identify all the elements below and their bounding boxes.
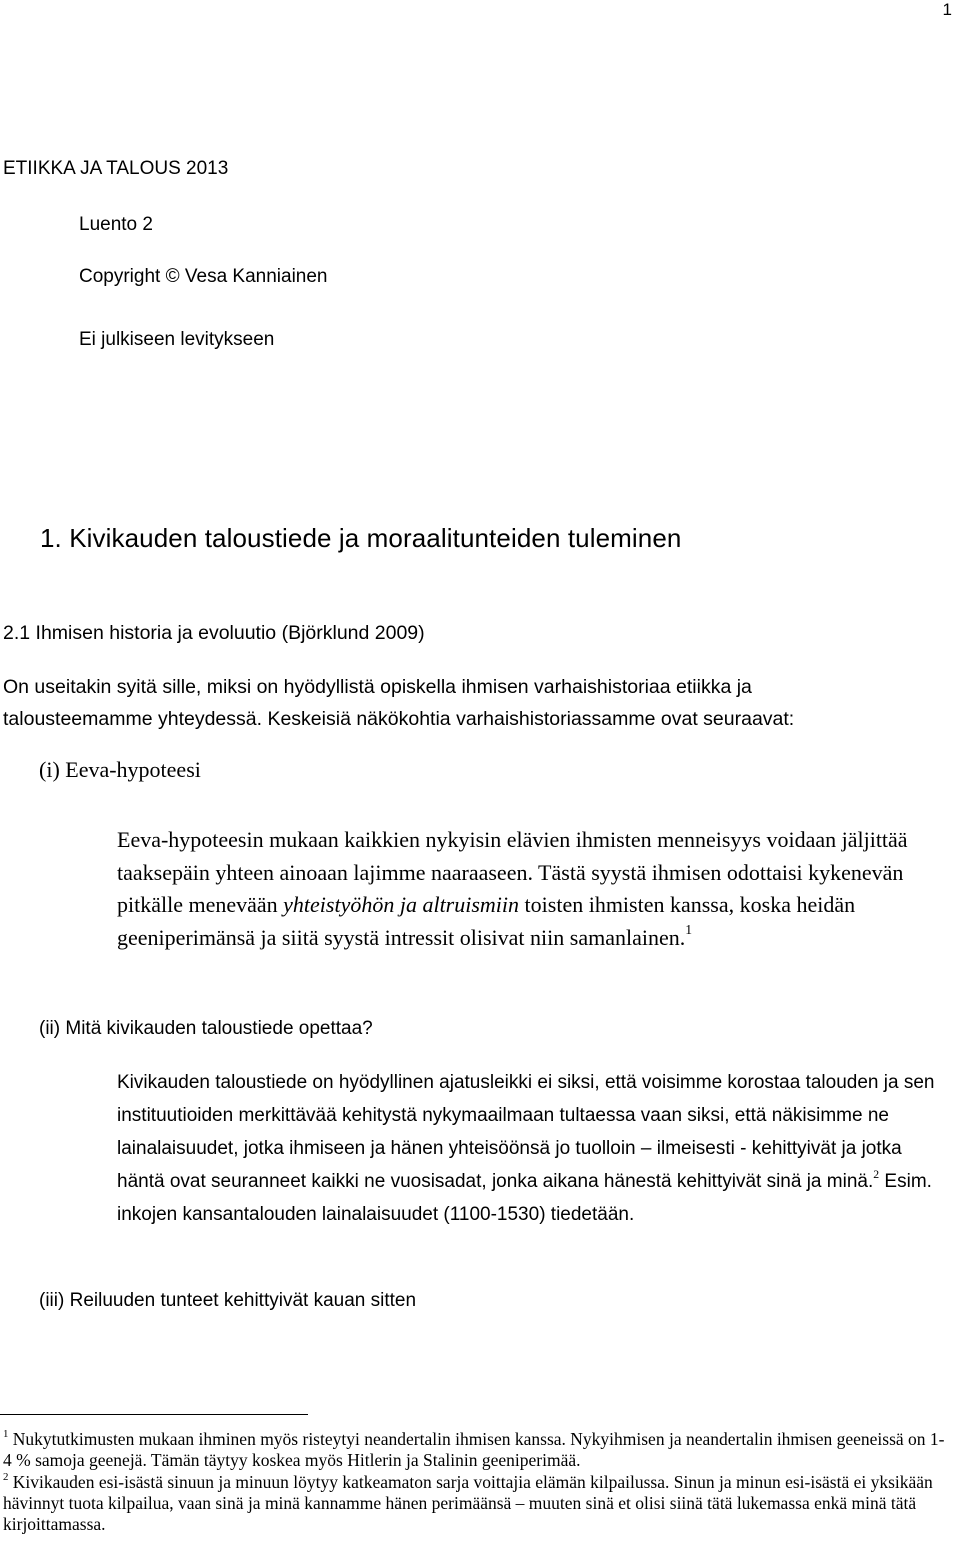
item-i-label: (i) Eeva-hypoteesi [39, 757, 201, 782]
item-ii-text-1: Kivikauden taloustiede on hyödyllinen ajatusleikki ei siksi, että voisimme korostaa talouden ja sen instituutioiden merkittävää kehitystä nykymaailmaan tultaessa vaan siksi, että näkisimme ne lainalaisuudet, jotka ihmiseen ja hänen yhteisöönsä jo tuolloin – ilmeisesti - kehittyivät ja jotka häntä ovat seuranneet kaikki ne vuosisadat, jonka aikana hänestä kehittyivät sinä ja minä. [117, 1072, 935, 1192]
footnote-1-marker: 1 [3, 1427, 9, 1440]
item-iii-label: (iii) Reiluuden tunteet kehittyivät kauan sitten [39, 1290, 417, 1311]
item-ii-label: (ii) Mitä kivikauden taloustiede opettaa? [39, 1018, 373, 1039]
intro-line-2: talousteemamme yhteydessä. Keskeisiä näkökohtia varhaishistoriassamme ovat seuraavat: [3, 708, 795, 730]
copyright-notice: Copyright © Vesa Kanniainen [79, 266, 328, 287]
item-ii-paragraph [117, 1066, 947, 1231]
footnote-ref-1[interactable]: 1 [685, 922, 693, 938]
footnote-2-text: Kivikauden esi-isästä sinuun ja minuun löytyy katkeamaton sarja voittajia elämän kilpailussa. Sinun ja minun esi-isästä ei yksikään hävinnyt tuota kilpailua, vaan sinä ja minä kannamme hänen perimäänsä – muuten sinä et olisi siinä tätä lukemassa enkä minä tätä kirjoittamassa. [3, 1472, 933, 1534]
page-number: 1 [942, 0, 952, 19]
footnote-1 [3, 1429, 953, 1471]
footnote-separator [0, 1414, 308, 1415]
footnote-2-marker: 2 [3, 1470, 9, 1483]
item-i-paragraph [117, 824, 952, 954]
intro-line-1: On useitakin syitä sille, miksi on hyödyllistä opiskella ihmisen varhaishistoriaa etiikka ja [3, 676, 752, 698]
distribution-notice: Ei julkiseen levitykseen [79, 329, 275, 350]
footnote-ref-2[interactable]: 2 [873, 1167, 880, 1181]
item-i-text-1: Eeva-hypoteesin mukaan kaikkien nykyisin elävien ihmisten menneisyys voidaan jäljittää taaksepäin yhteen ainoaan lajimme naaraaseen. Tästä syystä ihmisen odottaisi kykenevän pitkälle menevään [117, 827, 908, 917]
footnote-2 [3, 1472, 953, 1535]
item-i-text-2: toisten ihmisten kanssa, koska heidän geeniperimänsä ja siitä syystä intressit olisivat niin samanlainen. [117, 892, 856, 950]
footnote-1-text: Nukytutkimusten mukaan ihminen myös risteytyi neandertalin ihmisen kanssa. Nykyihmisen ja neandertalin ihmisen geeneissä on 1-4 % samoja geenejä. Tämän täytyy koskea myös Hitlerin ja Stalinin geeniperimää. [3, 1429, 945, 1470]
subsection-heading: 2.1 Ihmisen historia ja evoluutio (Björklund 2009) [3, 622, 425, 644]
item-i-italic: yhteistyöhön ja altruismiin [283, 892, 520, 917]
lecture-label: Luento 2 [79, 214, 153, 235]
course-title: ETIIKKA JA TALOUS 2013 [3, 158, 229, 179]
item-ii-text-2: Esim. inkojen kansantalouden lainalaisuudet (1100-1530) tiedetään. [117, 1171, 932, 1225]
section-heading: 1. Kivikauden taloustiede ja moraalitunteiden tuleminen [40, 523, 682, 553]
